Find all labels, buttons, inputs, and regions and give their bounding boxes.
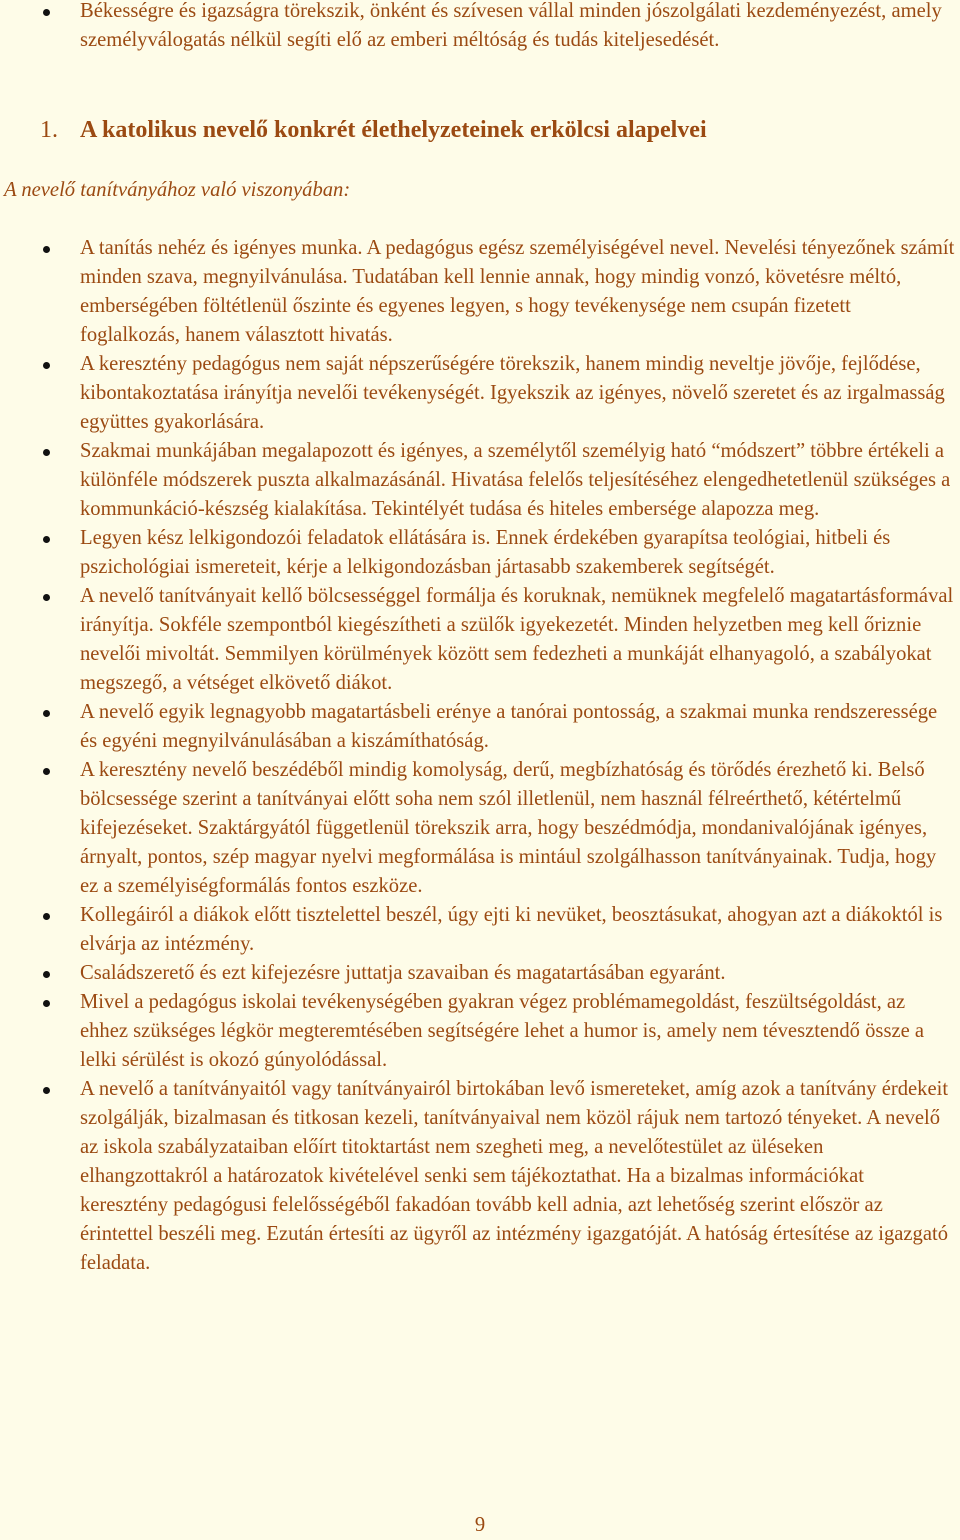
bullet-icon [43,768,50,775]
intro-bullet-list [0,0,960,55]
list-item-text: Békességre és igazságra törekszik, önként és szívesen vállal minden jószolgálati kezdeményezést, amely személyválogatás nélkül segíti elő az emberi méltóság és tudás kiteljesedését. [80,0,942,51]
list-item-text: Mivel a pedagógus iskolai tevékenységében gyakran végez problémamegoldást, feszültségoldást, az ehhez szükséges légkör megteremtésében segítségére lehet a humor is, amely nem tévesztendő össze a lelki sérülést is okozó gúnyolódással. [80,991,925,1071]
list-item-text: A keresztény pedagógus nem saját népszerűségére törekszik, hanem mindig neveltje jövője, fejlődése, kibontakoztatása irányítja nevelői tevékenységét. Igyekszik az igényes, növelő szeretet és az irgalmasság együttes gyakorlására. [80,353,945,433]
list-item-text: Szakmai munkájában megalapozott és igényes, a személytől személyig ható “módszert” többre értékeli a különféle módszerek puszta alkalmazásánál. Hivatása felelős teljesítéséhez elengedhetetlenül szükséges a kommunkáció-készség kialakítása. Tekintélyét tudása és hiteles embersége alapozza meg. [80,440,951,520]
list-item-text: Családszerető és ezt kifejezésre juttatja szavaiban és magatartásában egyaránt. [80,962,726,984]
list-item [0,350,960,437]
list-item [0,756,960,901]
section-number: 1. [40,117,58,143]
bullet-icon [43,1000,50,1007]
bullet-icon [43,449,50,456]
list-item [0,698,960,756]
list-item-text: A keresztény nevelő beszédéből mindig komolyság, derű, megbízhatóság és törődés érezhető ki. Belső bölcsessége szerint a tanítványai előtt soha nem szól illetlenül, nem használ félreérthető, kétértelmű kifejezéseket. Szaktárgyától függetlenül törekszik arra, hogy beszédmódja, mondanivalójának igényes, árnyalt, pontos, szép magyar nyelvi megformálása is mintául szolgálhasson tanítványainak. Tudja, hogy ez a személyiségformálás fontos eszköze. [80,759,937,897]
page-number: 9 [474,1514,486,1536]
list-item-text: Legyen kész lelkigondozói feladatok ellátására is. Ennek érdekében gyarapítsa teológiai, hitbeli és pszichológiai ismereteit, kérje a lelkigondozásban jártasabb szakemberek segítségét. [80,527,891,578]
list-item [0,959,960,988]
list-item [0,234,960,350]
section-heading [40,115,707,145]
list-item-text: Kollegáiról a diákok előtt tisztelettel beszél, úgy ejti ki nevüket, beosztásukat, ahogyan azt a diákoktól is elvárja az intézmény. [80,904,943,955]
bullet-icon [43,971,50,978]
list-item [0,988,960,1075]
bullet-icon [43,362,50,369]
list-item [0,1075,960,1278]
list-item [0,901,960,959]
bullet-icon [43,536,50,543]
list-item-text: A tanítás nehéz és igényes munka. A pedagógus egész személyiségével nevel. Nevelési tényezőnek számít minden szava, megnyilvánulása. Tudatában kell lennie annak, hogy mindig vonzó, követésre méltó, emberségében föltétlenül őszinte és egyenes legyen, s hogy tevékenysége nem csupán fizetett foglalkozás, hanem választott hivatás. [80,237,955,346]
bullet-icon [43,246,50,253]
principles-bullet-list [0,234,960,1278]
list-item-text: A nevelő tanítványait kellő bölcsességgel formálja és koruknak, nemüknek megfelelő magatartásformával irányítja. Sokféle szempontból kiegészítheti a szülők igyekezetét. Minden helyzetben meg kell őriznie nevelői mivoltát. Semmilyen körülmények között sem fedezheti a munkáját elhanyagoló, a szabályokat megszegő, a vétséget elkövető diákot. [80,585,954,694]
bullet-icon [43,1087,50,1094]
list-item-text: A nevelő a tanítványaitól vagy tanítványairól birtokában levő ismereteket, amíg azok a tanítvány érdekeit szolgálják, bizalmasan és titkosan kezeli, tanítványaival nem közöl rájuk nem tartozó tényeket. A nevelő az iskola szabályzataiban előírt titoktartást nem szegheti meg, a nevelőtestület az üléseken elhangzottakról a határozatok kivételével senki sem tájékoztathat. Ha a bizalmas információkat keresztény pedagógusi felelősségéből fakadóan tovább kell adnia, azt lehetőség szerint először az érintettel beszéli meg. Ezután értesíti az ügyről az intézmény igazgatóját. A hatóság értesítése az igazgató feladata. [80,1078,949,1274]
list-item [0,437,960,524]
bullet-icon [43,594,50,601]
list-item [0,0,960,55]
bullet-icon [43,9,50,16]
list-item [0,582,960,698]
list-item-text: A nevelő egyik legnagyobb magatartásbeli erénye a tanórai pontosság, a szakmai munka rendszeressége és egyéni megnyilvánulásában a kiszámíthatóság. [80,701,938,752]
section-title: A katolikus nevelő konkrét élethelyzeteinek erkölcsi alapelvei [80,117,707,143]
section-subtitle: A nevelő tanítványához való viszonyában: [4,179,351,201]
bullet-icon [43,710,50,717]
bullet-icon [43,913,50,920]
list-item [0,524,960,582]
